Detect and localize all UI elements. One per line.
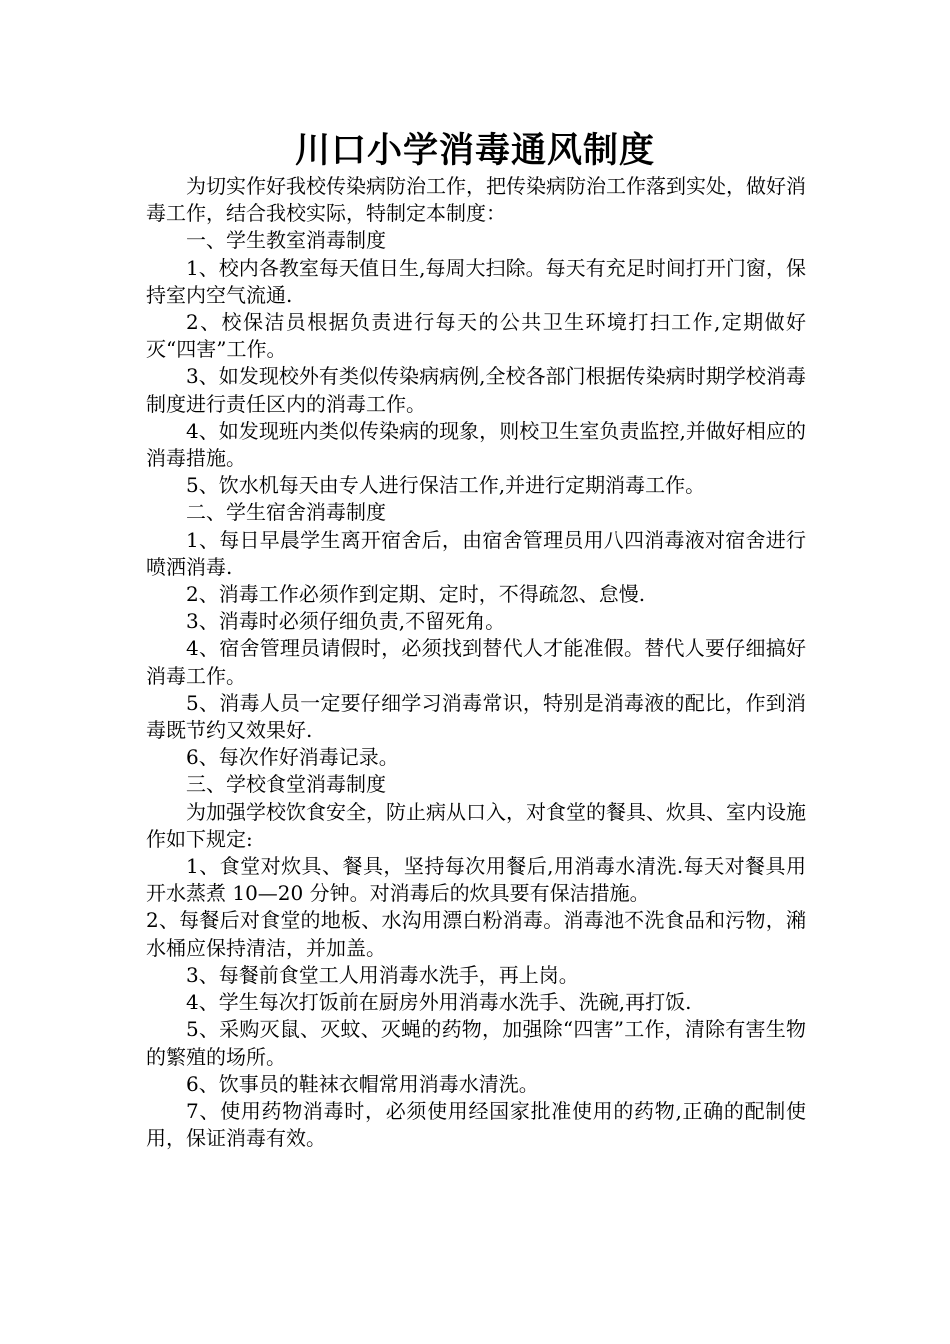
paragraph: 1、食堂对炊具、餐具，坚持每次用餐后,用消毒水清洗.每天对餐具用开水蒸煮 10—20 分钟。对消毒后的炊具要有保洁措施。 xyxy=(146,854,806,906)
paragraph: 2、消毒工作必须作到定期、定时，不得疏忽、怠慢. xyxy=(186,582,646,607)
document-body xyxy=(146,173,806,1152)
paragraph: 三、学校食堂消毒制度 xyxy=(186,772,386,797)
paragraph: 6、每次作好消毒记录。 xyxy=(186,745,399,770)
paragraph: 7、使用药物消毒时，必须使用经国家批准使用的药物,正确的配制使用，保证消毒有效。 xyxy=(146,1098,806,1151)
paragraph: 5、消毒人员一定要仔细学习消毒常识，特别是消毒液的配比，作到消毒既节约又效果好. xyxy=(146,690,806,743)
paragraph: 4、学生每次打饭前在厨房外用消毒水洗手、洗碗,再打饭. xyxy=(186,990,692,1015)
paragraph: 一、学生教室消毒制度 xyxy=(186,228,386,253)
paragraph: 3、如发现校外有类似传染病病例,全校各部门根据传染病时期学校消毒制度进行责任区内的消毒工作。 xyxy=(146,364,806,416)
paragraph: 3、每餐前食堂工人用消毒水洗手，再上岗。 xyxy=(186,962,579,987)
paragraph: 4、宿舍管理员请假时，必须找到替代人才能准假。替代人要仔细搞好消毒工作。 xyxy=(146,636,806,688)
paragraph: 6、饮事员的鞋袜衣帽常用消毒水清洗。 xyxy=(186,1071,539,1096)
paragraph: 2、每餐后对食堂的地板、水沟用漂白粉消毒。消毒池不洗食品和污物，潲水桶应保持清洁，并加盖。 xyxy=(146,908,806,960)
paragraph: 为加强学校饮食安全，防止病从口入，对食堂的餐具、炊具、室内设施作如下规定: xyxy=(146,799,806,851)
paragraph: 5、采购灭鼠、灭蚊、灭蝇的药物，加强除“四害”工作，清除有害生物的繁殖的场所。 xyxy=(146,1017,806,1069)
paragraph: 1、校内各教室每天值日生,每周大扫除。每天有充足时间打开门窗，保持室内空气流通. xyxy=(146,255,806,307)
paragraph: 3、消毒时必须仔细负责,不留死角。 xyxy=(186,609,506,634)
paragraph: 二、学生宿舍消毒制度 xyxy=(186,500,386,525)
paragraph: 为切实作好我校传染病防治工作，把传染病防治工作落到实处，做好消毒工作，结合我校实际，特制定本制度： xyxy=(146,174,806,226)
paragraph: 2、校保洁员根据负责进行每天的公共卫生环境打扫工作,定期做好灭“四害”工作。 xyxy=(146,310,806,362)
paragraph: 1、每日早晨学生离开宿舍后，由宿舍管理员用八四消毒液对宿舍进行喷洒消毒. xyxy=(146,527,806,579)
paragraph: 5、饮水机每天由专人进行保洁工作,并进行定期消毒工作。 xyxy=(186,473,706,498)
paragraph: 4、如发现班内类似传染病的现象，则校卫生室负责监控,并做好相应的消毒措施。 xyxy=(146,418,806,471)
document-title: 川口小学消毒通风制度 xyxy=(294,130,655,171)
